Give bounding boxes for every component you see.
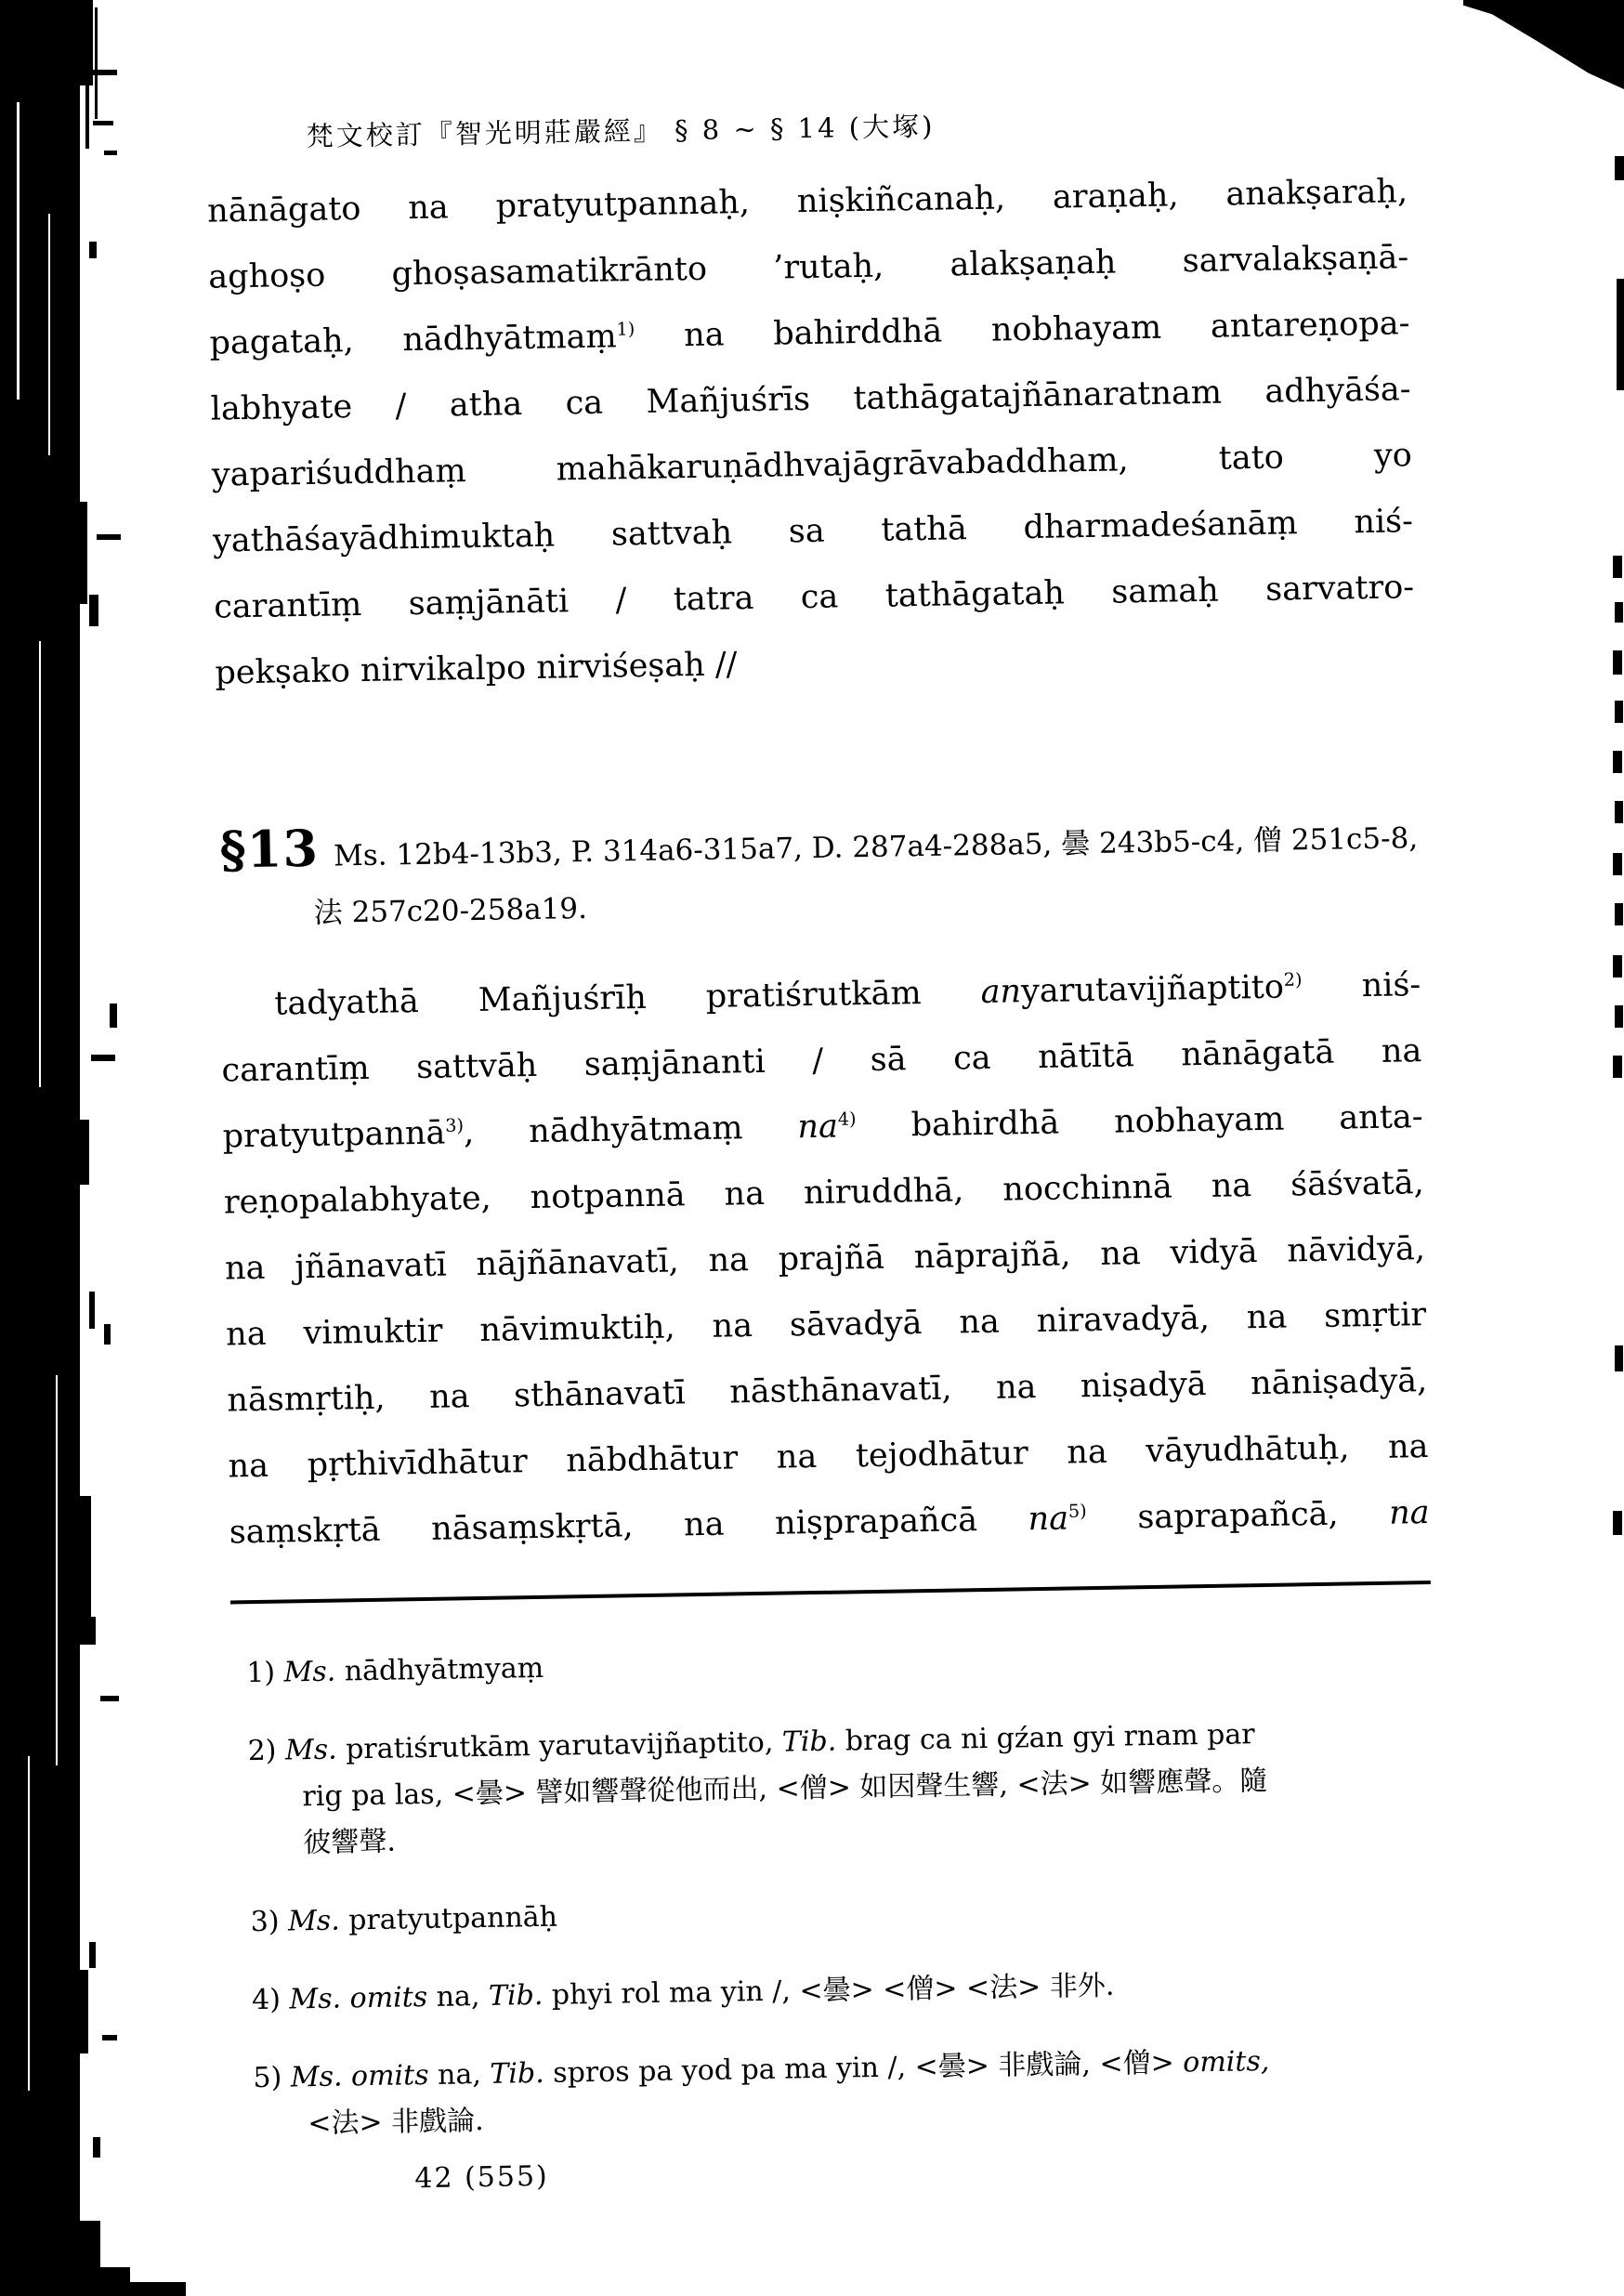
scan-streak	[48, 214, 50, 455]
scan-mark	[1615, 602, 1623, 623]
scan-mark	[91, 1055, 115, 1061]
footnote-divider	[230, 1581, 1431, 1604]
text-line: labhyate / atha ca Mañjuśrīs tathāgatajñānaratnam adhyāśa-	[210, 371, 1411, 428]
text-line: aghoṣo ghoṣasamatikrānto ’rutaḥ, alakṣaṇaḥ sarvalakṣaṇā-	[208, 239, 1409, 296]
scan-mark	[80, 1970, 88, 2053]
scan-mark	[88, 2267, 130, 2296]
footnote-line: 4) Ms. omits na, Tib. phyi rol ma yin /, <曇> <僧> <法> 非外.	[251, 1969, 1115, 2017]
scan-mark	[95, 7, 98, 119]
scan-mark	[1615, 701, 1623, 723]
text-line: carantīṃ sattvāḥ saṃjānanti / sā ca nātītā nānāgatā na	[221, 1032, 1422, 1090]
scan-mark	[89, 1292, 95, 1329]
scan-mark	[89, 242, 97, 258]
text-line: nāsmṛtiḥ, na sthānavatī nāsthānavatī, na niṣadyā nāniṣadyā,	[227, 1362, 1428, 1420]
text-line: yathāśayādhimuktaḥ sattvaḥ sa tathā dharmadeśanāṃ niś-	[212, 503, 1414, 560]
section-refs-continuation: 法 257c20-258a19.	[313, 891, 588, 930]
scan-mark	[80, 1120, 89, 1185]
text-line: tadyathā Mañjuśrīḥ pratiśrutkām anyarutavijñaptito$^{2)}$ niś-	[274, 966, 1421, 1023]
scan-mark	[1615, 1005, 1623, 1028]
scan-mark	[89, 595, 98, 626]
text-line: reṇopalabhyate, notpannā na niruddhā, nocchinnā na śāśvatā,	[223, 1164, 1425, 1222]
scan-mark	[97, 534, 121, 540]
scan-mark	[130, 2282, 186, 2296]
footnotes	[246, 1631, 1462, 2148]
scan-mark	[110, 1004, 117, 1028]
binding-edge	[0, 0, 80, 2296]
scan-streak	[39, 641, 41, 1087]
scan-streak	[17, 102, 20, 400]
section-number: §13	[219, 818, 320, 880]
scan-mark	[1615, 801, 1623, 823]
footnote-line: 1) Ms. nādhyātmyaṃ	[245, 1651, 544, 1690]
text-line: pekṣako nirvikalpo nirviśeṣaḥ //	[215, 646, 738, 692]
text-line: saṃskṛtā nāsaṃskṛtā, na niṣprapañcā $na^{5)}$ saprapañcā, na	[229, 1494, 1430, 1552]
scan-mark	[104, 151, 117, 155]
footnote-line: 2) Ms. pratiśrutkām yarutavijñaptito, Tib. brag ca ni gźan gyi rnam par	[247, 1718, 1255, 1768]
scan-streak	[28, 1756, 30, 2091]
footnote-line: 3) Ms. pratyutpannāḥ	[250, 1900, 558, 1939]
scan-mark	[89, 70, 117, 75]
text-line: na jñānavatī nājñānavatī, na prajñā nāprajñā, na vidyā nāvidyā,	[224, 1230, 1426, 1288]
scan-mark	[104, 1324, 111, 1345]
scan-mark	[1613, 853, 1622, 875]
scan-mark	[1615, 903, 1623, 925]
text-line: pratyutpannā$^{3)}$, nādhyātmaṃ $na^{4)}$ bahirdhā nobhayam anta-	[222, 1098, 1423, 1156]
scan-mark	[1615, 1345, 1623, 1371]
scan-mark	[1613, 1511, 1622, 1535]
scan-mark	[1617, 279, 1624, 390]
text-line: na pṛthivīdhātur nābdhātur na tejodhātur na vāyudhātuḥ, na	[228, 1428, 1429, 1486]
footnote-line: rig pa las, <曇> 譬如響聲從他而出, <僧> 如因聲生響, <法> 如響應聲。隨	[302, 1764, 1268, 1814]
text-line: nānāgato na pratyutpannaḥ, niṣkiñcanaḥ, araṇaḥ, anakṣaraḥ,	[206, 173, 1408, 230]
running-header: 梵文校訂『智光明莊嚴經』 § 8 ~ § 14 (大塚)	[306, 110, 936, 152]
text-line: yapariśuddhaṃ mahākaruṇādhvajāgrāvabaddham, tato yo	[211, 437, 1413, 494]
scan-mark	[88, 1617, 96, 1645]
footnote-line: 彼響聲.	[303, 1825, 397, 1860]
scan-mark	[1613, 1056, 1622, 1078]
scan-mark	[1615, 156, 1624, 180]
scan-mark	[1613, 650, 1622, 675]
page-number: 42 (555)	[414, 2159, 549, 2196]
paragraph-sanskrit-1	[207, 159, 1416, 706]
scan-streak	[56, 1375, 58, 1765]
text-line: carantīṃ saṃjānāti / tatra ca tathāgataḥ samaḥ sarvatro-	[213, 569, 1415, 626]
scan-mark	[1613, 955, 1622, 977]
section-refs: Ms. 12b4-13b3, P. 314a6-315a7, D. 287a4-288a5, 曇 243b5-c4, 僧 251c5-8,	[333, 821, 1419, 873]
scan-mark	[100, 1696, 119, 1701]
scan-mark	[80, 502, 87, 604]
scan-mark	[1613, 556, 1622, 578]
footnote-line: <法> 非戲論.	[308, 2105, 484, 2141]
scan-mark	[1613, 751, 1622, 773]
scan-mark	[102, 2035, 117, 2040]
text-line: pagataḥ, nādhyātmaṃ$^{1)}$ na bahirddhā nobhayam antareṇopa-	[209, 305, 1410, 362]
text-line: na vimuktir nāvimuktiḥ, na sāvadyā na niravadyā, na smṛtir	[225, 1296, 1427, 1354]
footnote-line: 5) Ms. omits na, Tib. spros pa yod pa ma yin /, <曇> 非戲論, <僧> omits,	[253, 2044, 1270, 2095]
scan-mark	[93, 2137, 100, 2158]
scan-mark	[93, 121, 113, 125]
section-13-heading	[219, 800, 1418, 879]
scan-mark	[89, 1942, 96, 1968]
paragraph-sanskrit-2	[220, 952, 1430, 1566]
